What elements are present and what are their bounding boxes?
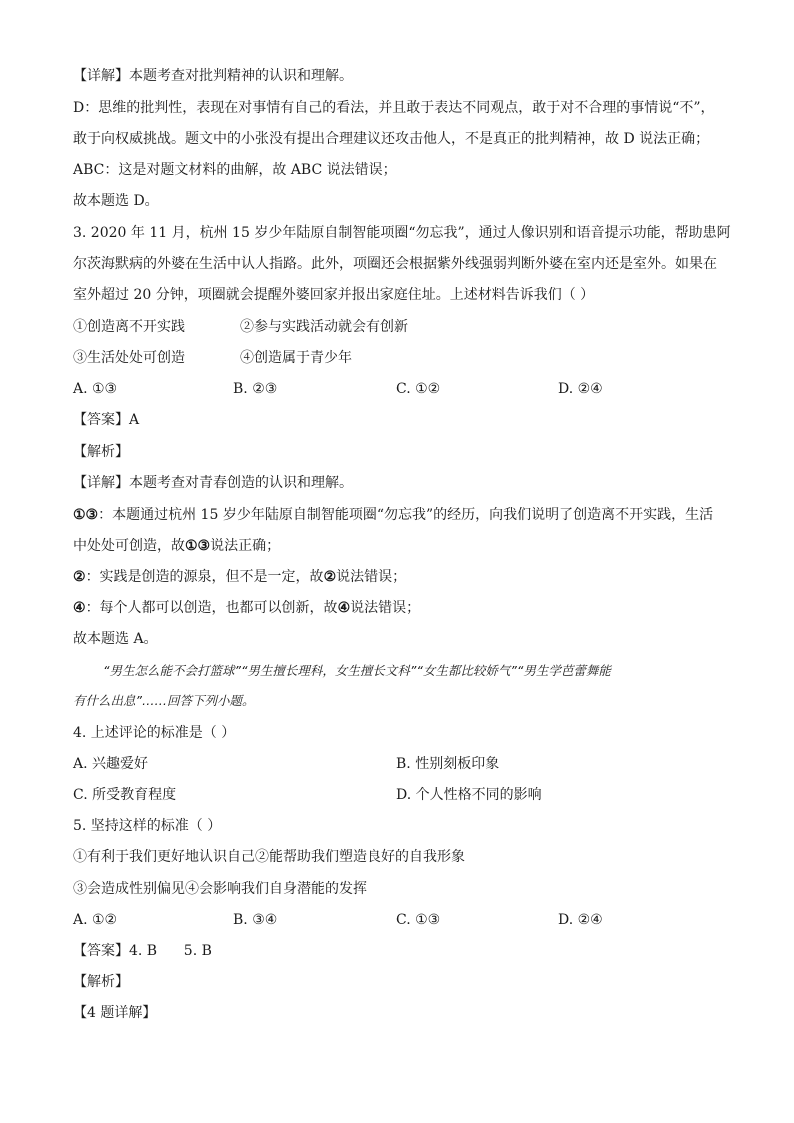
q4-option-b: B. 性别刻板印象 xyxy=(396,756,500,772)
q3-item-4: ④创造属于青少年 xyxy=(240,350,352,366)
prev-d-line1: D：思维的批判性，表现在对事情有自己的看法，并且敢于表达不同观点，敢于对不合理的事情说“不”， xyxy=(73,100,715,116)
prev-conclusion: 故本题选 D。 xyxy=(73,193,159,209)
q3-item-3: ③生活处处可创造 xyxy=(73,350,185,366)
q3-option-d: D. ②④ xyxy=(558,381,603,397)
q5-option-b: B. ③④ xyxy=(233,912,278,928)
q3-stem-line1: 3. 2020 年 11 月，杭州 15 岁少年陆原自制智能项圈“勿忘我”，通过人像识别和语音提示功能，帮助患阿 xyxy=(73,225,731,241)
q5-option-c: C. ①③ xyxy=(396,912,441,928)
q3-analysis-heading: 【解析】 xyxy=(73,444,129,460)
q4-stem: 4. 上述评论的标准是（ ） xyxy=(73,725,236,741)
q3-stem-line3: 室外超过 20 分钟，项圈就会提醒外婆回家并报出家庭住址。上述材料告诉我们（ ） xyxy=(73,287,595,303)
q3-e2-text: ：实践是创造的源泉，但不是一定，故 xyxy=(85,569,324,585)
q3-e4-tail: 说法错误； xyxy=(350,600,421,616)
q45-analysis-heading: 【解析】 xyxy=(73,974,129,990)
q3-answer: 【答案】A xyxy=(73,412,140,428)
q3-option-b: B. ②③ xyxy=(233,381,278,397)
material-line1: “男生怎么能不会打篮球”“男生擅长理科，女生擅长文科”“女生都比较娇气”“男生学芭蕾舞能 xyxy=(103,663,611,678)
q3-e2-ref: ② xyxy=(323,569,337,585)
q3-e13-ref: ①③ xyxy=(185,538,211,554)
q3-e4-text: ：每个人都可以创造，也都可以创新，故 xyxy=(85,600,338,616)
q4-detail-heading: 【4 题详解】 xyxy=(73,1005,157,1021)
q3-e13-text2b: 说法正确； xyxy=(210,538,281,554)
q3-conclusion: 故本题选 A。 xyxy=(73,631,158,647)
q3-e4-label: ④ xyxy=(73,600,86,616)
q5-statements-line2: ③会造成性别偏见④会影响我们自身潜能的发挥 xyxy=(73,881,367,897)
q3-explanation-13-line1 xyxy=(73,506,713,524)
prev-d-line2: 敢于向权威挑战。题文中的小张没有提出合理建议还攻击他人，不是真正的批判精神，故 D 说法正确； xyxy=(73,131,710,147)
q3-option-c: C. ①② xyxy=(396,381,441,397)
q5-stem: 5. 坚持这样的标准（ ） xyxy=(73,818,222,834)
q3-item-1: ①创造离不开实践 xyxy=(73,319,185,335)
q3-explanation-2 xyxy=(73,568,406,586)
q3-explanation-4 xyxy=(73,599,420,617)
q3-detail-title: 【详解】本题考查对青春创造的认识和理解。 xyxy=(73,475,353,491)
q4-option-a: A. 兴趣爱好 xyxy=(73,756,149,772)
q5-option-a: A. ①② xyxy=(73,912,118,928)
q3-explanation-13-line2 xyxy=(73,537,280,555)
q3-item-2: ②参与实践活动就会有创新 xyxy=(240,319,408,335)
q5-option-d: D. ②④ xyxy=(558,912,603,928)
q5-statements-line1: ①有利于我们更好地认识自己②能帮助我们塑造良好的自我形象 xyxy=(73,849,465,865)
q3-stem-line2: 尔茨海默病的外婆在生活中认人指路。此外，项圈还会根据紫外线强弱判断外婆在室内还是室外。如果在 xyxy=(73,256,717,272)
q4-option-c: C. 所受教育程度 xyxy=(73,787,177,803)
prev-abc-line: ABC：这是对题文材料的曲解，故 ABC 说法错误； xyxy=(73,162,397,178)
q3-e2-label: ② xyxy=(73,569,86,585)
q3-e13-text1: ：本题通过杭州 15 岁少年陆原自制智能项圈“勿忘我”的经历，向我们说明了创造离不开实践，生活 xyxy=(98,507,714,523)
material-line2: 有什么出息”……回答下列小题。 xyxy=(73,693,255,708)
q3-e4-ref: ④ xyxy=(337,600,351,616)
q3-e2-tail: 说法错误； xyxy=(336,569,407,585)
q3-e13-text2a: 中处处可创造，故 xyxy=(73,538,185,554)
q3-e13-label: ①③ xyxy=(73,507,99,523)
q45-answers: 【答案】4. B 5. B xyxy=(73,943,212,959)
q3-option-a: A. ①③ xyxy=(73,381,118,397)
q4-option-d: D. 个人性格不同的影响 xyxy=(396,787,542,803)
prev-detail-title: 【详解】本题考查对批判精神的认识和理解。 xyxy=(73,68,353,84)
